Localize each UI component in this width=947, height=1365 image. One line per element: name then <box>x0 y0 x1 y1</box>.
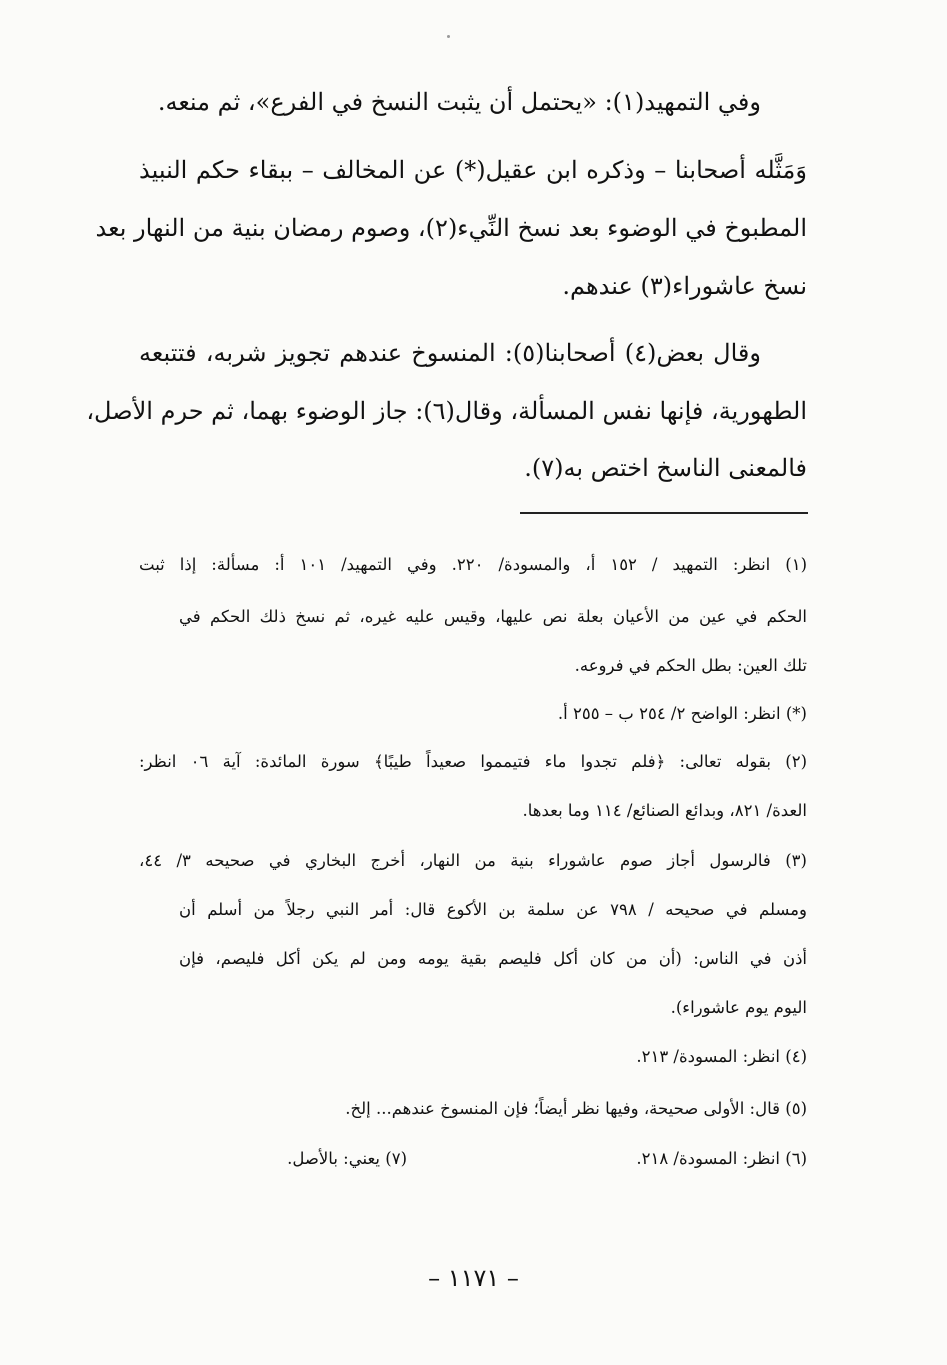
body-line-6: الطهورية، فإنها نفس المسألة، وقال(٦): جاز الوضوء بهما، ثم حرم الأصل، <box>86 397 807 425</box>
body-line-1: وفي التمهيد(١): «يحتمل أن يثبت النسخ في الفرع»، ثم منعه. <box>157 88 761 116</box>
footnote-line: (٤) انظر: المسودة/ ٢١٣. <box>636 1047 807 1066</box>
body-line-2: وَمَثَّله أصحابنا – وذكره ابن عقيل(*) عن المخالف – ببقاء حكم النبيذ <box>139 156 807 184</box>
body-line-4: نسخ عاشوراء(٣) عندهم. <box>562 272 807 300</box>
footnote-separator <box>520 512 808 514</box>
body-line-5: وقال بعض(٤) أصحابنا(٥): المنسوخ عندهم تجويز شربه، فتتبعه <box>139 339 761 367</box>
footnote-7: (٧) يعني: بالأصل. <box>287 1149 407 1168</box>
footnote-line: (٥) قال: الأولى صحيحة، وفيها نظر أيضاً؛ فإن المنسوخ عندهم... إلخ. <box>345 1099 807 1118</box>
footnote-line: (١) انظر: التمهيد / ١٥٢ أ، والمسودة/ ٢٢٠. وفي التمهيد/ ١٠١ أ: مسألة: إذا ثبت <box>139 555 808 574</box>
scan-speck <box>447 35 450 38</box>
footnote-line: (٣) فالرسول أجاز صوم عاشوراء بنية من النهار، أخرج البخاري في صحيحه ٣/ ٤٤، <box>139 851 807 870</box>
footnote-line: (٢) بقوله تعالى: ﴿فلم تجدوا ماء فتيمموا صعيداً طيبًا﴾ سورة المائدة: آية ٠٦ انظر: <box>139 752 807 771</box>
footnote-line: الحكم في عين من الأعيان بعلة نص عليها، وقيس عليه غيره، ثم نسخ ذلك الحكم في <box>179 607 807 626</box>
footnote-line: أذن في الناس: (أن من كان أكل فليصم بقية يومه ومن لم يكن أكل فليصم، فإن <box>179 949 807 968</box>
page-number: – ١١٧١ – <box>428 1264 519 1292</box>
body-line-3: المطبوخ في الوضوء بعد نسخ النِّيء(٢)، وصوم رمضان بنية من النهار بعد <box>95 214 807 242</box>
footnote-line: اليوم يوم عاشوراء). <box>670 998 807 1017</box>
footnote-line: ومسلم في صحيحه / ٧٩٨ عن سلمة بن الأكوع قال: أمر النبي رجلاً من أسلم أن <box>179 900 807 919</box>
footnote-line: (*) انظر: الواضح ٢/ ٢٥٤ ب – ٢٥٥ أ. <box>557 704 807 723</box>
footnote-line: تلك العين: بطل الحكم في فروعه. <box>574 656 807 675</box>
footnote-6: (٦) انظر: المسودة/ ٢١٨. <box>636 1149 807 1168</box>
body-line-7: فالمعنى الناسخ اختص به(٧). <box>524 454 807 482</box>
footnote-line: العدة/ ٨٢١، وبدائع الصنائع/ ١١٤ وما بعدها. <box>522 801 807 820</box>
